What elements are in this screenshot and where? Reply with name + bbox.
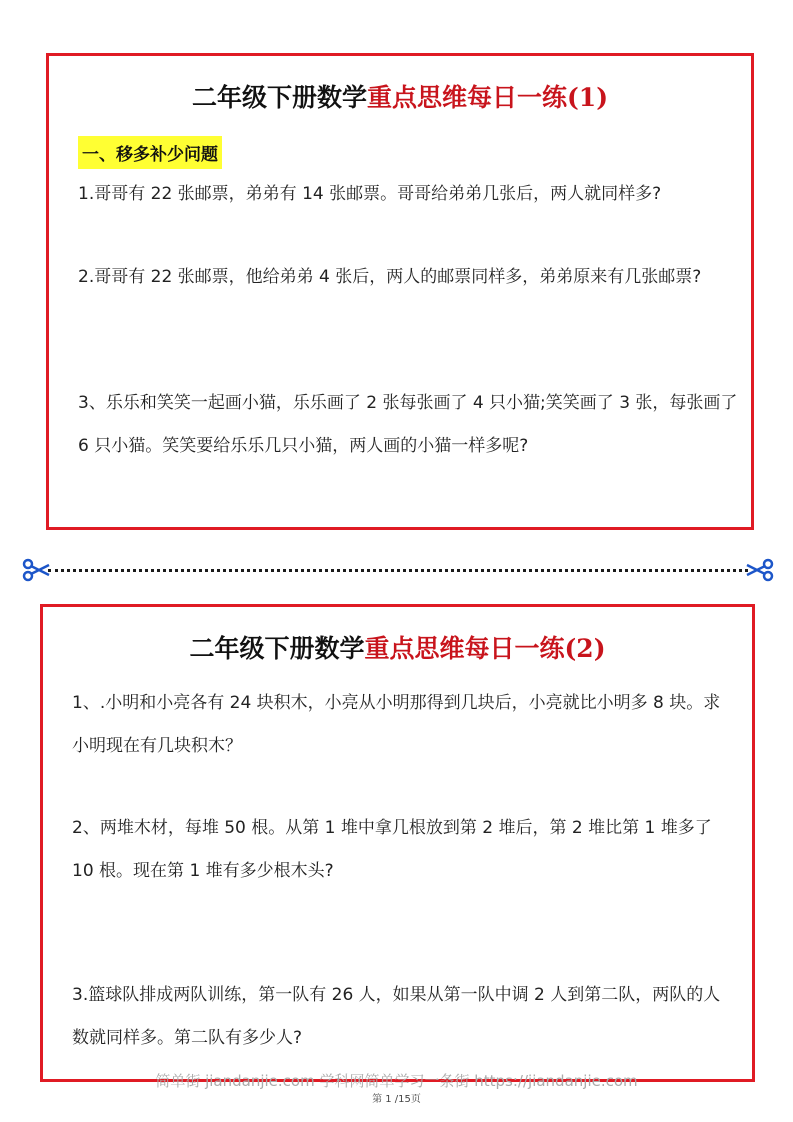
page-number: 第 1 /15页 [372, 1094, 421, 1105]
title-2-red: 重点思维每日一练(2) [364, 634, 606, 663]
footer-watermark: 简单街 jiandanjie.com 学科网简单学习一条街 https://jiandanjie.com [155, 1072, 638, 1090]
practice-1-title [49, 78, 751, 114]
cut-line [22, 558, 774, 582]
question-2-1: 1、.小明和小亮各有 24 块积木，小亮从小明那得到几块后，小亮就比小明多 8 块。求小明现在有几块积木？ [72, 693, 721, 756]
question-1-1: 1.哥哥有 22 张邮票，弟弟有 14 张邮票。哥哥给弟弟几张后，两人就同样多? [78, 184, 662, 204]
scissors-icon [746, 558, 774, 582]
scissors-icon [22, 558, 50, 582]
practice-2-title [43, 629, 752, 665]
section-heading: 一、移多补少问题 [78, 136, 222, 169]
dotted-line [48, 569, 748, 572]
title-1-black: 二年级下册数学 [191, 83, 367, 112]
practice-card-1 [46, 53, 754, 530]
question-1-3: 3、乐乐和笑笑一起画小猫，乐乐画了 2 张每张画了 4 只小猫;笑笑画了 3 张，每张画了 6 只小猫。笑笑要给乐乐几只小猫，两人画的小猫一样多呢? [78, 393, 738, 456]
question-2-3: 3.篮球队排成两队训练，第一队有 26 人，如果从第一队中调 2 人到第二队，两队的人数就同样多。第二队有多少人? [72, 985, 721, 1048]
question-2-2: 2、两堆木材，每堆 50 根。从第 1 堆中拿几根放到第 2 堆后，第 2 堆比第 1 堆多了 10 根。现在第 1 堆有多少根木头? [72, 818, 712, 881]
title-1-red: 重点思维每日一练(1) [366, 83, 609, 112]
title-2-black: 二年级下册数学 [189, 634, 365, 663]
question-1-2: 2.哥哥有 22 张邮票，他给弟弟 4 张后，两人的邮票同样多，弟弟原来有几张邮票? [78, 267, 702, 287]
practice-card-2 [40, 604, 755, 1082]
